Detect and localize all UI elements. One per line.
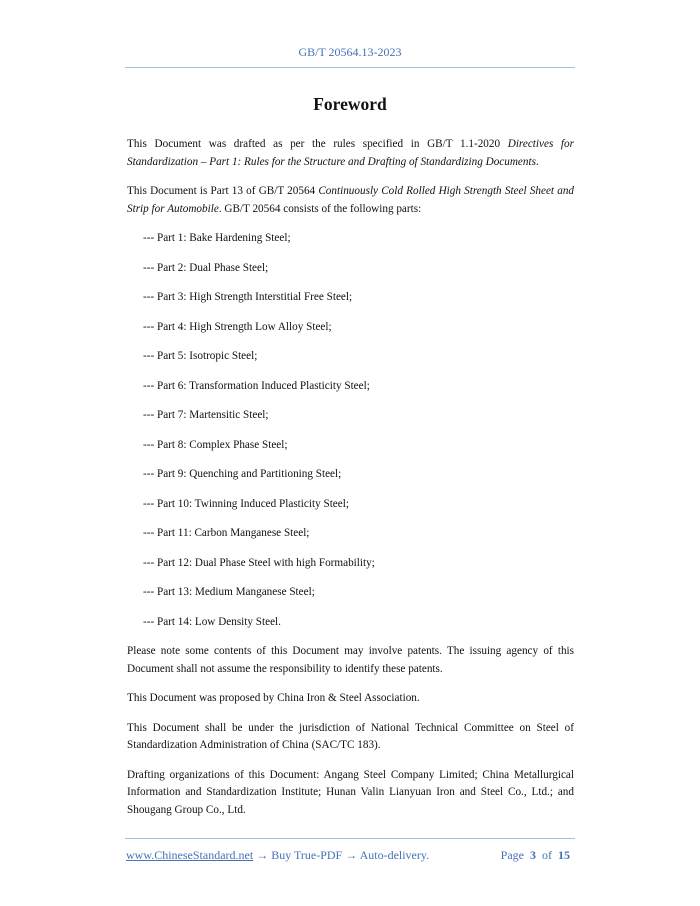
- para1-text-c: .: [535, 155, 539, 168]
- list-item: --- Part 2: Dual Phase Steel;: [143, 261, 269, 274]
- proposed-by-paragraph: This Document was proposed by China Iron & Steel Association.: [127, 692, 420, 704]
- parts-list: [127, 230, 574, 631]
- page-indicator: [501, 848, 570, 863]
- list-item: --- Part 3: High Strength Interstitial Free Steel;: [143, 291, 353, 303]
- site-link[interactable]: www.ChineseStandard.net: [126, 848, 254, 862]
- list-item: --- Part 10: Twinning Induced Plasticity Steel;: [143, 497, 349, 510]
- list-item: --- Part 4: High Strength Low Alloy Steel;: [143, 320, 332, 333]
- drafting-organizations-paragraph: Drafting organizations of this Document: Angang Steel Company Limited; China Metallurgical Information and Standardization Institute; Hunan Valin Lianyuan Iron and Steel Co., Ltd.; and Shougang Group Co., Ltd.: [127, 768, 574, 816]
- list-item: --- Part 12: Dual Phase Steel with high Formability;: [143, 556, 375, 569]
- page-current: 3: [530, 848, 536, 862]
- footer-left: [126, 848, 429, 863]
- list-item: --- Part 14: Low Density Steel.: [143, 615, 281, 628]
- patents-paragraph: Please note some contents of this Document may involve patents. The issuing agency of this Document shall not assume the responsibility to identify these patents.: [127, 645, 574, 675]
- list-item: --- Part 1: Bake Hardening Steel;: [143, 232, 291, 244]
- list-item: --- Part 13: Medium Manganese Steel;: [143, 586, 315, 598]
- page-footer: [126, 848, 576, 864]
- footer-promo-text: → Buy True-PDF → Auto-delivery.: [253, 848, 430, 862]
- para2-text-c: . GB/T 20564 consists of the following parts:: [218, 202, 422, 215]
- list-item: --- Part 7: Martensitic Steel;: [143, 409, 269, 421]
- drafting-rules-paragraph: [127, 136, 574, 171]
- header-standard-code: GB/T 20564.13-2023: [298, 45, 402, 59]
- para2-text-a: This Document is Part 13 of GB/T 20564: [127, 185, 319, 197]
- page-total: 15: [558, 848, 570, 862]
- page-of-label: of: [542, 848, 552, 862]
- list-item: --- Part 6: Transformation Induced Plasticity Steel;: [143, 379, 370, 392]
- jurisdiction-paragraph: This Document shall be under the jurisdiction of National Technical Committee on Steel of Standardization Administration of China (SAC/TC 183).: [127, 721, 574, 751]
- document-body: [127, 136, 574, 819]
- page-title: Foreword: [313, 94, 387, 114]
- footer-divider: [125, 838, 575, 839]
- list-item: --- Part 8: Complex Phase Steel;: [143, 438, 288, 451]
- para2-text-italic: Continuously Cold Rolled High Strength Steel Sheet and Strip for Automobile: [127, 185, 575, 215]
- list-item: --- Part 5: Isotropic Steel;: [143, 350, 258, 362]
- para1-text-italic: Directives for Standardization – Part 1: Rules for the Structure and Drafting of Standardizing Documents: [127, 138, 574, 168]
- part-of-series-paragraph: [127, 183, 574, 218]
- list-item: --- Part 11: Carbon Manganese Steel;: [143, 527, 310, 539]
- page-label: Page: [500, 848, 524, 862]
- para1-text-a: This Document was drafted as per the rules specified in GB/T 1.1-2020: [127, 138, 508, 150]
- header-divider: [125, 67, 575, 68]
- list-item: --- Part 9: Quenching and Partitioning Steel;: [143, 468, 342, 480]
